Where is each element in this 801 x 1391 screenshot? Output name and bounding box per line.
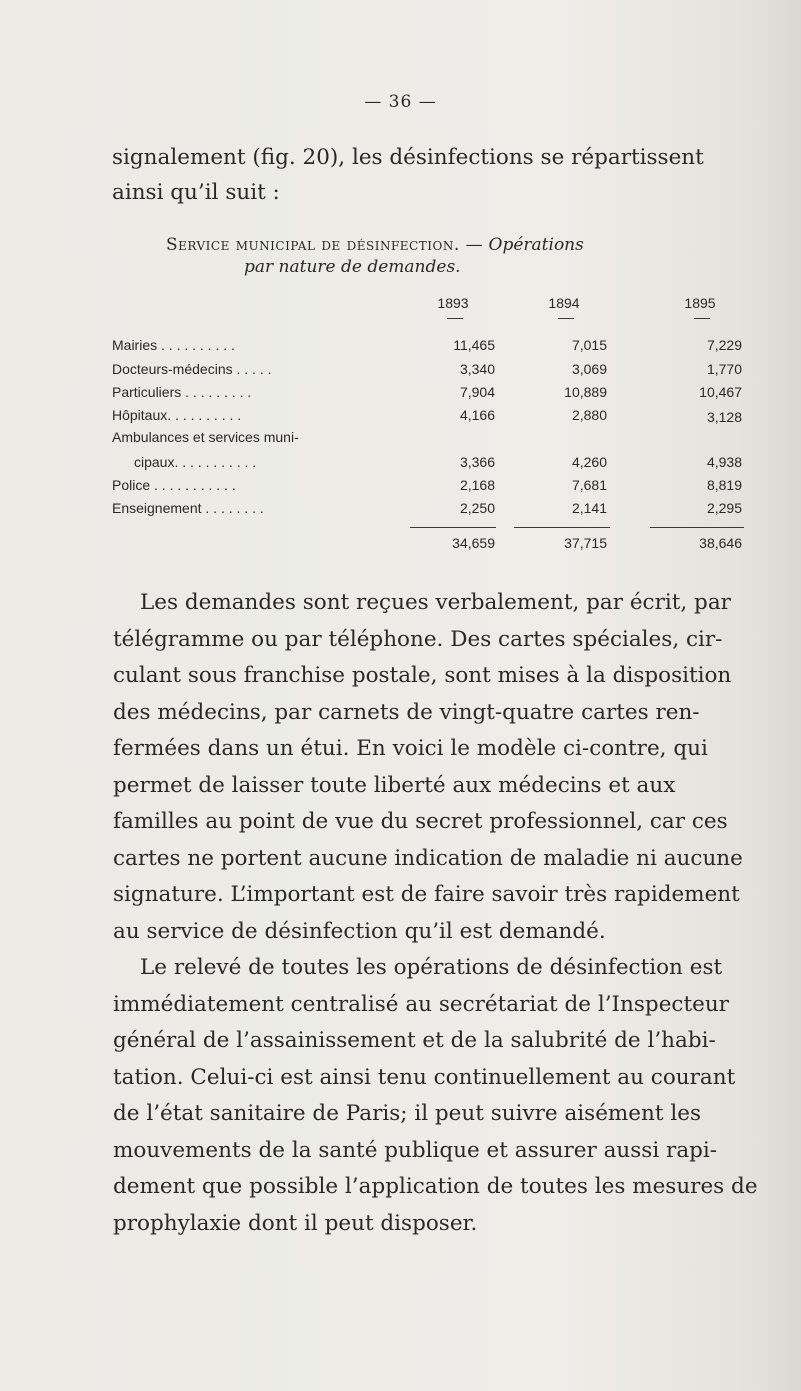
body-line: télégramme ou par téléphone. Des cartes spéciales, cir- (113, 626, 723, 652)
body-line: au service de désinfection qu’il est demandé. (113, 918, 606, 944)
cell-1895: 4,938 (706, 454, 742, 470)
body-line: cartes ne portent aucune indication de maladie ni aucune (113, 845, 743, 871)
cell-1893: 2,168 (459, 477, 495, 493)
body-line: immédiatement centralisé au secrétariat de l’Inspecteur (113, 991, 729, 1017)
table-title-prefix: Service municipal de désinfection. — (166, 235, 484, 255)
year-header: 1893 (437, 295, 469, 311)
row-label: Hôpitaux. . . . . . . . . . (112, 407, 242, 423)
total-1893: 34,659 (452, 535, 495, 551)
total-1894: 37,715 (564, 535, 607, 551)
cell-1894: 2,141 (571, 500, 607, 516)
sum-rule (650, 527, 744, 528)
cell-1895: 1,770 (706, 361, 742, 377)
intro-line: signalement (fig. 20), les désinfections se répartissent (112, 145, 704, 170)
cell-1893: 3,366 (459, 454, 495, 470)
body-line: général de l’assainissement et de la salubrité de l’habi- (113, 1028, 716, 1053)
cell-1894: 3,069 (571, 361, 607, 377)
cell-1895: 10,467 (699, 384, 742, 400)
cell-1893: 4,166 (459, 407, 495, 423)
cell-1893: 3,340 (459, 361, 495, 377)
cell-1893: 7,904 (459, 384, 495, 400)
year-header: 1895 (684, 295, 716, 311)
row-label: Particuliers . . . . . . . . . (112, 384, 252, 400)
cell-1895: 8,819 (706, 477, 742, 493)
body-line: prophylaxie dont il peut disposer. (113, 1210, 478, 1236)
row-label: Police . . . . . . . . . . . (112, 477, 236, 493)
cell-1895: 3,128 (706, 409, 742, 425)
body-line: culant sous franchise postale, sont mises à la disposition (113, 663, 732, 688)
table-subtitle-text: par nature de demandes. (244, 257, 461, 277)
cell-1893: 11,465 (453, 337, 495, 353)
intro-paragraph (112, 140, 712, 210)
cell-1895: 2,295 (706, 500, 742, 516)
total-1895: 38,646 (699, 535, 742, 551)
cell-1893: 2,250 (459, 500, 495, 516)
body-line: mouvements de la santé publique et assurer aussi rapi- (113, 1137, 718, 1163)
cell-1894: 2,880 (571, 407, 607, 423)
sum-rule (514, 527, 610, 528)
cell-1894: 4,260 (571, 454, 607, 470)
row-label: Docteurs-médecins . . . . . (112, 361, 272, 377)
year-dash (558, 318, 574, 319)
year-dash (447, 318, 463, 319)
cell-1894: 7,015 (571, 337, 607, 353)
row-label: cipaux. . . . . . . . . . . (134, 454, 257, 470)
cell-1895: 7,229 (706, 337, 742, 353)
body-line: tation. Celui-ci est ainsi tenu continuellement au courant (113, 1064, 736, 1090)
row-label: Ambulances et services muni- (112, 429, 299, 445)
table-title-suffix: Opérations (488, 235, 584, 255)
page-number: — 36 — (364, 92, 437, 112)
body-line: des médecins, par carnets de vingt-quatre cartes ren- (113, 699, 700, 725)
row-label: Enseignement . . . . . . . . (112, 500, 264, 516)
body-paragraphs (113, 585, 758, 1242)
sum-rule (410, 527, 496, 528)
body-line: familles au point de vue du secret professionnel, car ces (113, 809, 728, 834)
row-label: Mairies . . . . . . . . . . (112, 337, 235, 353)
body-line: de l’état sanitaire de Paris; il peut suivre aisément les (113, 1101, 701, 1126)
body-line: Le relevé de toutes les opérations de désinfection est (140, 955, 723, 980)
year-dash (694, 318, 710, 319)
body-line: dement que possible l’application de toutes les mesures de (113, 1174, 758, 1199)
cell-1894: 10,889 (564, 384, 607, 400)
body-line: signature. L’important est de faire savoir très rapidement (113, 882, 740, 907)
body-line: fermées dans un étui. En voici le modèle ci-contre, qui (113, 736, 708, 761)
cell-1894: 7,681 (571, 477, 607, 493)
year-header: 1894 (548, 295, 580, 311)
body-line: permet de laisser toute liberté aux médecins et aux (113, 772, 676, 798)
body-line: Les demandes sont reçues verbalement, par écrit, par (140, 590, 731, 615)
intro-line: ainsi qu’il suit : (112, 180, 280, 205)
